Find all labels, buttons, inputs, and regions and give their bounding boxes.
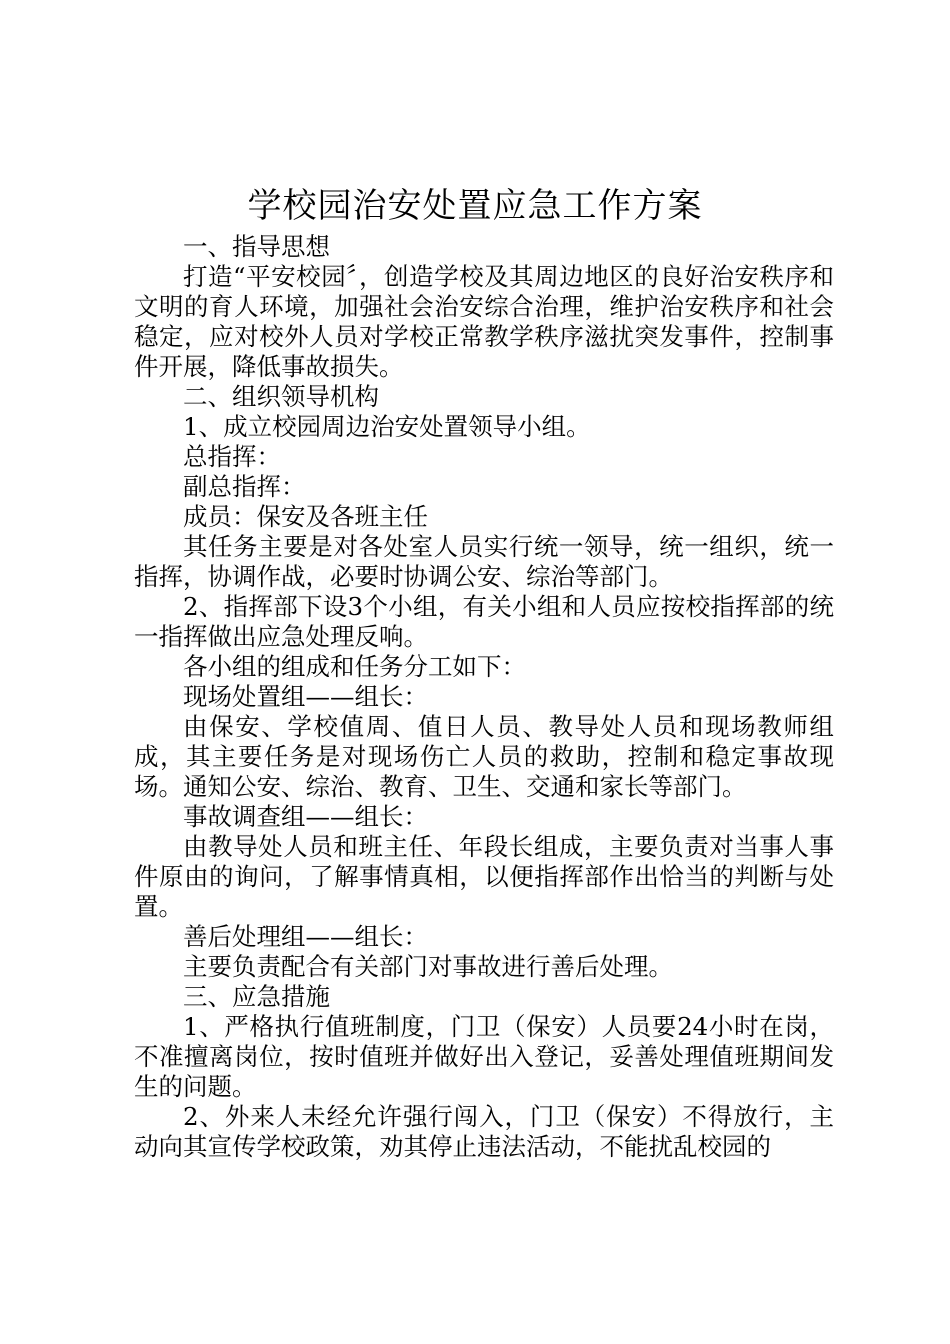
paragraph: 总指挥： [183, 442, 281, 471]
document-body [134, 232, 834, 1162]
section-heading: 二、组织领导机构 [183, 382, 379, 411]
paragraph: 由教导处人员和班主任、年段长组成，主要负责对当事人事件原由的询问，了解事情真相，以便指挥部作出恰当的判断与处置。 [134, 832, 834, 921]
paragraph: 2、指挥部下设3个小组，有关小组和人员应按校指挥部的统一指挥做出应急处理反响。 [134, 592, 834, 651]
paragraph: 事故调查组——组长： [183, 802, 428, 831]
paragraph: 其任务主要是对各处室人员实行统一领导，统一组织，统一指挥，协调作战，必要时协调公安、综治等部门。 [134, 532, 834, 591]
paragraph: 由保安、学校值周、值日人员、教导处人员和现场教师组成，其主要任务是对现场伤亡人员的救助，控制和稳定事故现场。通知公安、综治、教育、卫生、交通和家长等部门。 [134, 712, 834, 801]
section-heading: 一、指导思想 [183, 232, 330, 261]
paragraph: 2、外来人未经允许强行闯入，门卫（保安）不得放行，主动向其宣传学校政策，劝其停止违法活动，不能扰乱校园的 [134, 1102, 834, 1161]
paragraph: 副总指挥： [183, 472, 306, 501]
paragraph: 各小组的组成和任务分工如下： [183, 652, 526, 681]
paragraph: 善后处理组——组长： [183, 922, 428, 951]
paragraph: 成员：保安及各班主任 [183, 502, 428, 531]
paragraph: 打造“平安校园〞，创造学校及其周边地区的良好治安秩序和文明的育人环境，加强社会治安综合治理，维护治安秩序和社会稳定，应对校外人员对学校正常教学秩序滋扰突发事件，控制事件开展，降低事故损失。 [134, 262, 834, 381]
section-heading: 三、应急措施 [183, 982, 330, 1011]
paragraph: 主要负责配合有关部门对事故进行善后处理。 [183, 952, 673, 981]
paragraph: 1、成立校园周边治安处置领导小组。 [183, 412, 591, 441]
document-title: 学校园治安处置应急工作方案 [247, 186, 703, 226]
paragraph: 1、严格执行值班制度，门卫（保安）人员要24小时在岗，不准擅离岗位，按时值班并做好出入登记，妥善处理值班期间发生的问题。 [134, 1012, 834, 1101]
paragraph: 现场处置组——组长： [183, 682, 428, 711]
